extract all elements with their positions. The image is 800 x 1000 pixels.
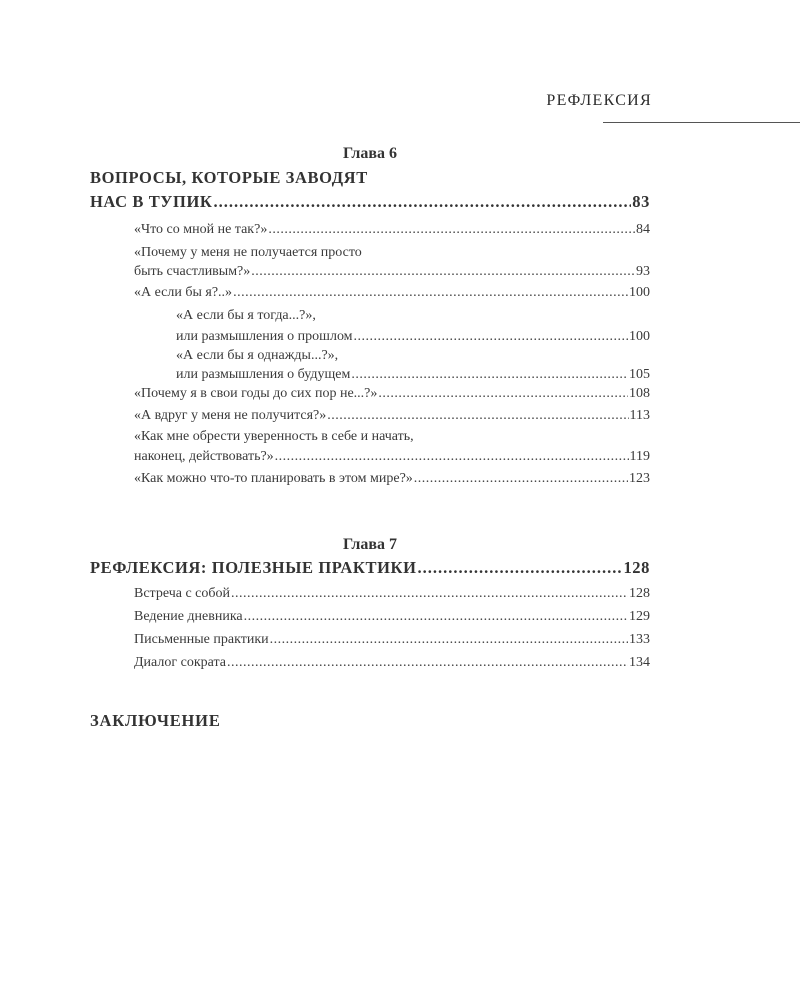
toc-entry-text: «А если бы я?..»	[134, 285, 233, 300]
toc-entry-text: наконец, действовать?»	[134, 449, 274, 464]
toc-entry-text: Ведение дневника	[134, 609, 243, 624]
dot-leader	[268, 222, 635, 238]
running-head: РЕФЛЕКСИЯ	[546, 92, 652, 109]
toc-entry[interactable]	[134, 449, 650, 465]
dot-leader	[244, 609, 628, 625]
toc-entry-page: 105	[629, 367, 650, 382]
chapter-6-title-line1: ВОПРОСЫ, КОТОРЫЕ ЗАВОДЯТ	[90, 168, 368, 187]
toc-entry-text: «Почему я в свои годы до сих пор не...?»	[134, 386, 378, 401]
dot-leader	[351, 367, 628, 383]
toc-entry[interactable]	[134, 285, 650, 301]
header-rule	[603, 122, 800, 123]
toc-entry-page: 129	[629, 609, 650, 624]
chapter-6-title-line2[interactable]	[90, 192, 650, 212]
toc-entry-text: Встреча с собой	[134, 586, 231, 601]
dot-leader	[231, 586, 628, 602]
toc-entry-text-line1: «Почему у меня не получается просто	[134, 245, 362, 260]
chapter-7-page: 128	[623, 558, 650, 577]
toc-entry[interactable]	[134, 586, 650, 602]
chapter-7-title[interactable]	[90, 558, 650, 578]
chapter-7-label: Глава 7	[343, 536, 397, 553]
toc-entry-text: быть счастливым?»	[134, 264, 251, 279]
toc-entry-text-line1: «Как мне обрести уверенность в себе и начать,	[134, 429, 414, 444]
dot-leader	[251, 264, 635, 280]
dot-leader	[213, 192, 631, 212]
toc-entry-page: 123	[629, 471, 650, 486]
toc-entry-text: «А вдруг у меня не получится?»	[134, 408, 327, 423]
chapter-6-label: Глава 6	[343, 145, 397, 162]
toc-entry[interactable]	[134, 471, 650, 487]
toc-entry-page: 133	[629, 632, 650, 647]
conclusion-heading[interactable]: ЗАКЛЮЧЕНИЕ	[90, 711, 221, 730]
toc-entry[interactable]	[134, 386, 650, 402]
toc-subentry[interactable]	[176, 329, 650, 345]
toc-entry-page: 128	[629, 586, 650, 601]
toc-subentry-text-line1: «А если бы я однажды...?»,	[176, 348, 339, 363]
toc-entry[interactable]	[134, 408, 650, 424]
chapter-6-page: 83	[632, 192, 650, 211]
toc-entry-page: 93	[636, 264, 650, 279]
toc-entry-page: 100	[629, 329, 650, 344]
toc-entry-text: или размышления о прошлом	[176, 329, 353, 344]
chapter-7-title-text: РЕФЛЕКСИЯ: ПОЛЕЗНЫЕ ПРАКТИКИ	[90, 558, 417, 577]
dot-leader	[275, 449, 629, 465]
toc-entry[interactable]	[134, 264, 650, 280]
toc-entry-page: 100	[629, 285, 650, 300]
dot-leader	[327, 408, 628, 424]
toc-entry[interactable]	[134, 632, 650, 648]
toc-entry-text: Письменные практики	[134, 632, 269, 647]
toc-entry-page: 119	[629, 449, 650, 464]
toc-entry-text: «Что со мной не так?»	[134, 222, 268, 237]
dot-leader	[270, 632, 628, 648]
toc-entry-page: 113	[629, 408, 650, 423]
chapter-6-title-text: НАС В ТУПИК	[90, 192, 213, 211]
toc-entry-page: 108	[629, 386, 650, 401]
dot-leader	[414, 471, 628, 487]
toc-entry-page: 84	[636, 222, 650, 237]
toc-entry-text: «Как можно что-то планировать в этом мире?»	[134, 471, 413, 486]
toc-entry-text: Диалог сократа	[134, 655, 226, 670]
dot-leader	[378, 386, 628, 402]
toc-entry[interactable]	[134, 655, 650, 671]
dot-leader	[227, 655, 628, 671]
dot-leader	[233, 285, 628, 301]
toc-entry[interactable]	[134, 222, 650, 238]
toc-entry-text: или размышления о будущем	[176, 367, 351, 382]
toc-subentry[interactable]	[176, 367, 650, 383]
dot-leader	[354, 329, 628, 345]
toc-entry[interactable]	[134, 609, 650, 625]
dot-leader	[418, 558, 623, 578]
toc-entry-page: 134	[629, 655, 650, 670]
toc-subentry-text-line1: «А если бы я тогда...?»,	[176, 308, 316, 323]
